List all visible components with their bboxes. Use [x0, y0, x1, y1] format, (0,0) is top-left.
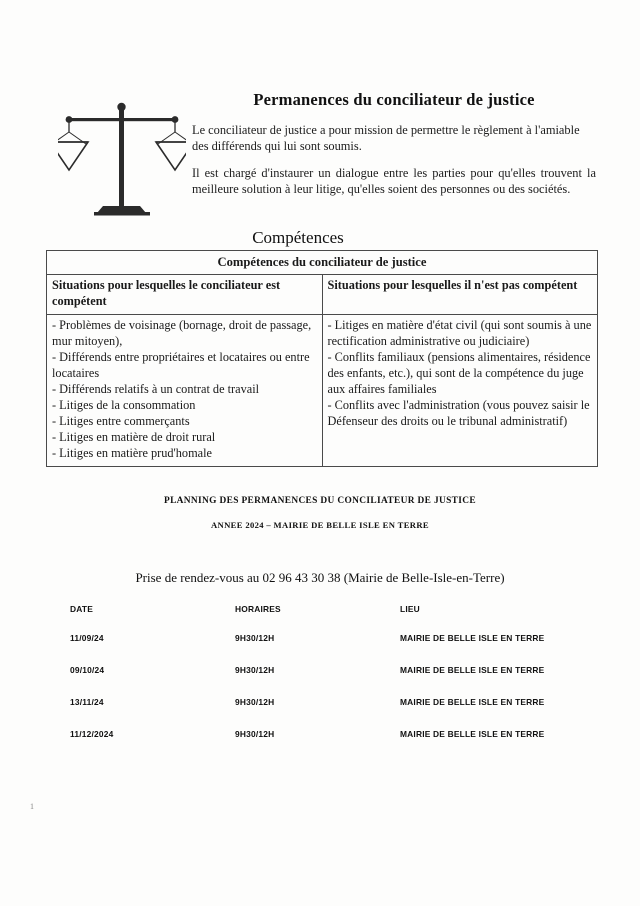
schedule-header-row — [70, 598, 570, 622]
list-item: - Conflits avec l'administration (vous pouvez saisir le Défenseur des droits ou le tribunal administratif) — [327, 398, 590, 429]
competent-column-header: Situations pour lesquelles le conciliateur est compétent — [47, 275, 323, 315]
list-item: - Litiges en matière de droit rural — [52, 430, 216, 445]
cell-horaires: 9H30/12H — [235, 729, 275, 739]
planning-heading-line1: PLANNING DES PERMANENCES DU CONCILIATEUR DE JUSTICE — [164, 496, 476, 506]
planning-heading — [0, 496, 640, 530]
competent-items-cell — [47, 315, 323, 467]
competences-table — [46, 250, 598, 467]
schedule-column-lieu: LIEU — [400, 604, 420, 614]
schedule-table — [70, 598, 570, 750]
appointment-note: Prise de rendez-vous au 02 96 43 30 38 (Mairie de Belle-Isle-en-Terre) — [135, 570, 505, 585]
cell-date: 11/09/24 — [70, 633, 104, 643]
schedule-column-date: DATE — [70, 604, 93, 614]
intro-paragraph-1: Le conciliateur de justice a pour mission de permettre le règlement à l'amiable des différends qui lui sont soumis. — [192, 123, 580, 154]
logo-container — [52, 88, 192, 222]
cell-lieu: MAIRIE DE BELLE ISLE EN TERRE — [400, 633, 545, 643]
cell-lieu: MAIRIE DE BELLE ISLE EN TERRE — [400, 665, 545, 675]
competences-caption: Compétences du conciliateur de justice — [47, 251, 598, 275]
non-competent-column-header: Situations pour lesquelles il n'est pas compétent — [322, 275, 598, 315]
cell-lieu: MAIRIE DE BELLE ISLE EN TERRE — [400, 697, 545, 707]
cell-date: 09/10/24 — [70, 665, 105, 675]
table-row — [70, 654, 570, 686]
cell-horaires: 9H30/12H — [235, 633, 275, 643]
list-item: - Conflits familiaux (pensions alimentaires, résidence des enfants, etc.), qui sont de la compétence du juge aux affaires familiales — [327, 350, 591, 397]
table-row — [47, 251, 598, 275]
table-row — [70, 622, 570, 654]
list-item: - Litiges en matière d'état civil (qui sont soumis à une rectification administrative ou judiciaire) — [327, 318, 592, 349]
scales-of-justice-icon — [58, 92, 186, 222]
page-number: 1 — [30, 802, 34, 811]
intro-paragraph-2: Il est chargé d'instaurer un dialogue entre les parties pour qu'elles trouvent la meilleure solution à leur litige, qu'elles soient des personnes ou des sociétés. — [192, 165, 596, 197]
list-item: - Litiges en matière prud'homale — [52, 446, 212, 461]
list-item: - Différends entre propriétaires et locataires ou entre locataires — [52, 350, 310, 381]
cell-date: 13/11/24 — [70, 697, 104, 707]
planning-heading-line2: ANNEE 2024 – MAIRIE DE BELLE ISLE EN TERRE — [211, 520, 429, 530]
page-title: Permanences du conciliateur de justice — [253, 90, 535, 109]
list-item: - Différends relatifs à un contrat de travail — [52, 382, 260, 397]
list-item: - Litiges de la consommation — [52, 398, 196, 413]
section-title-competences: Compétences — [252, 228, 344, 247]
table-row — [70, 718, 570, 750]
document-header — [52, 88, 596, 222]
schedule-column-horaires: HORAIRES — [235, 604, 281, 614]
table-row — [70, 686, 570, 718]
header-text-block — [192, 88, 596, 208]
non-competent-items-cell — [322, 315, 598, 467]
cell-lieu: MAIRIE DE BELLE ISLE EN TERRE — [400, 729, 545, 739]
cell-date: 11/12/2024 — [70, 729, 114, 739]
cell-horaires: 9H30/12H — [235, 697, 275, 707]
list-item: - Litiges entre commerçants — [52, 414, 190, 429]
table-row — [47, 315, 598, 467]
table-row — [47, 275, 598, 315]
cell-horaires: 9H30/12H — [235, 665, 275, 675]
list-item: - Problèmes de voisinage (bornage, droit de passage, mur mitoyen), — [52, 318, 312, 349]
